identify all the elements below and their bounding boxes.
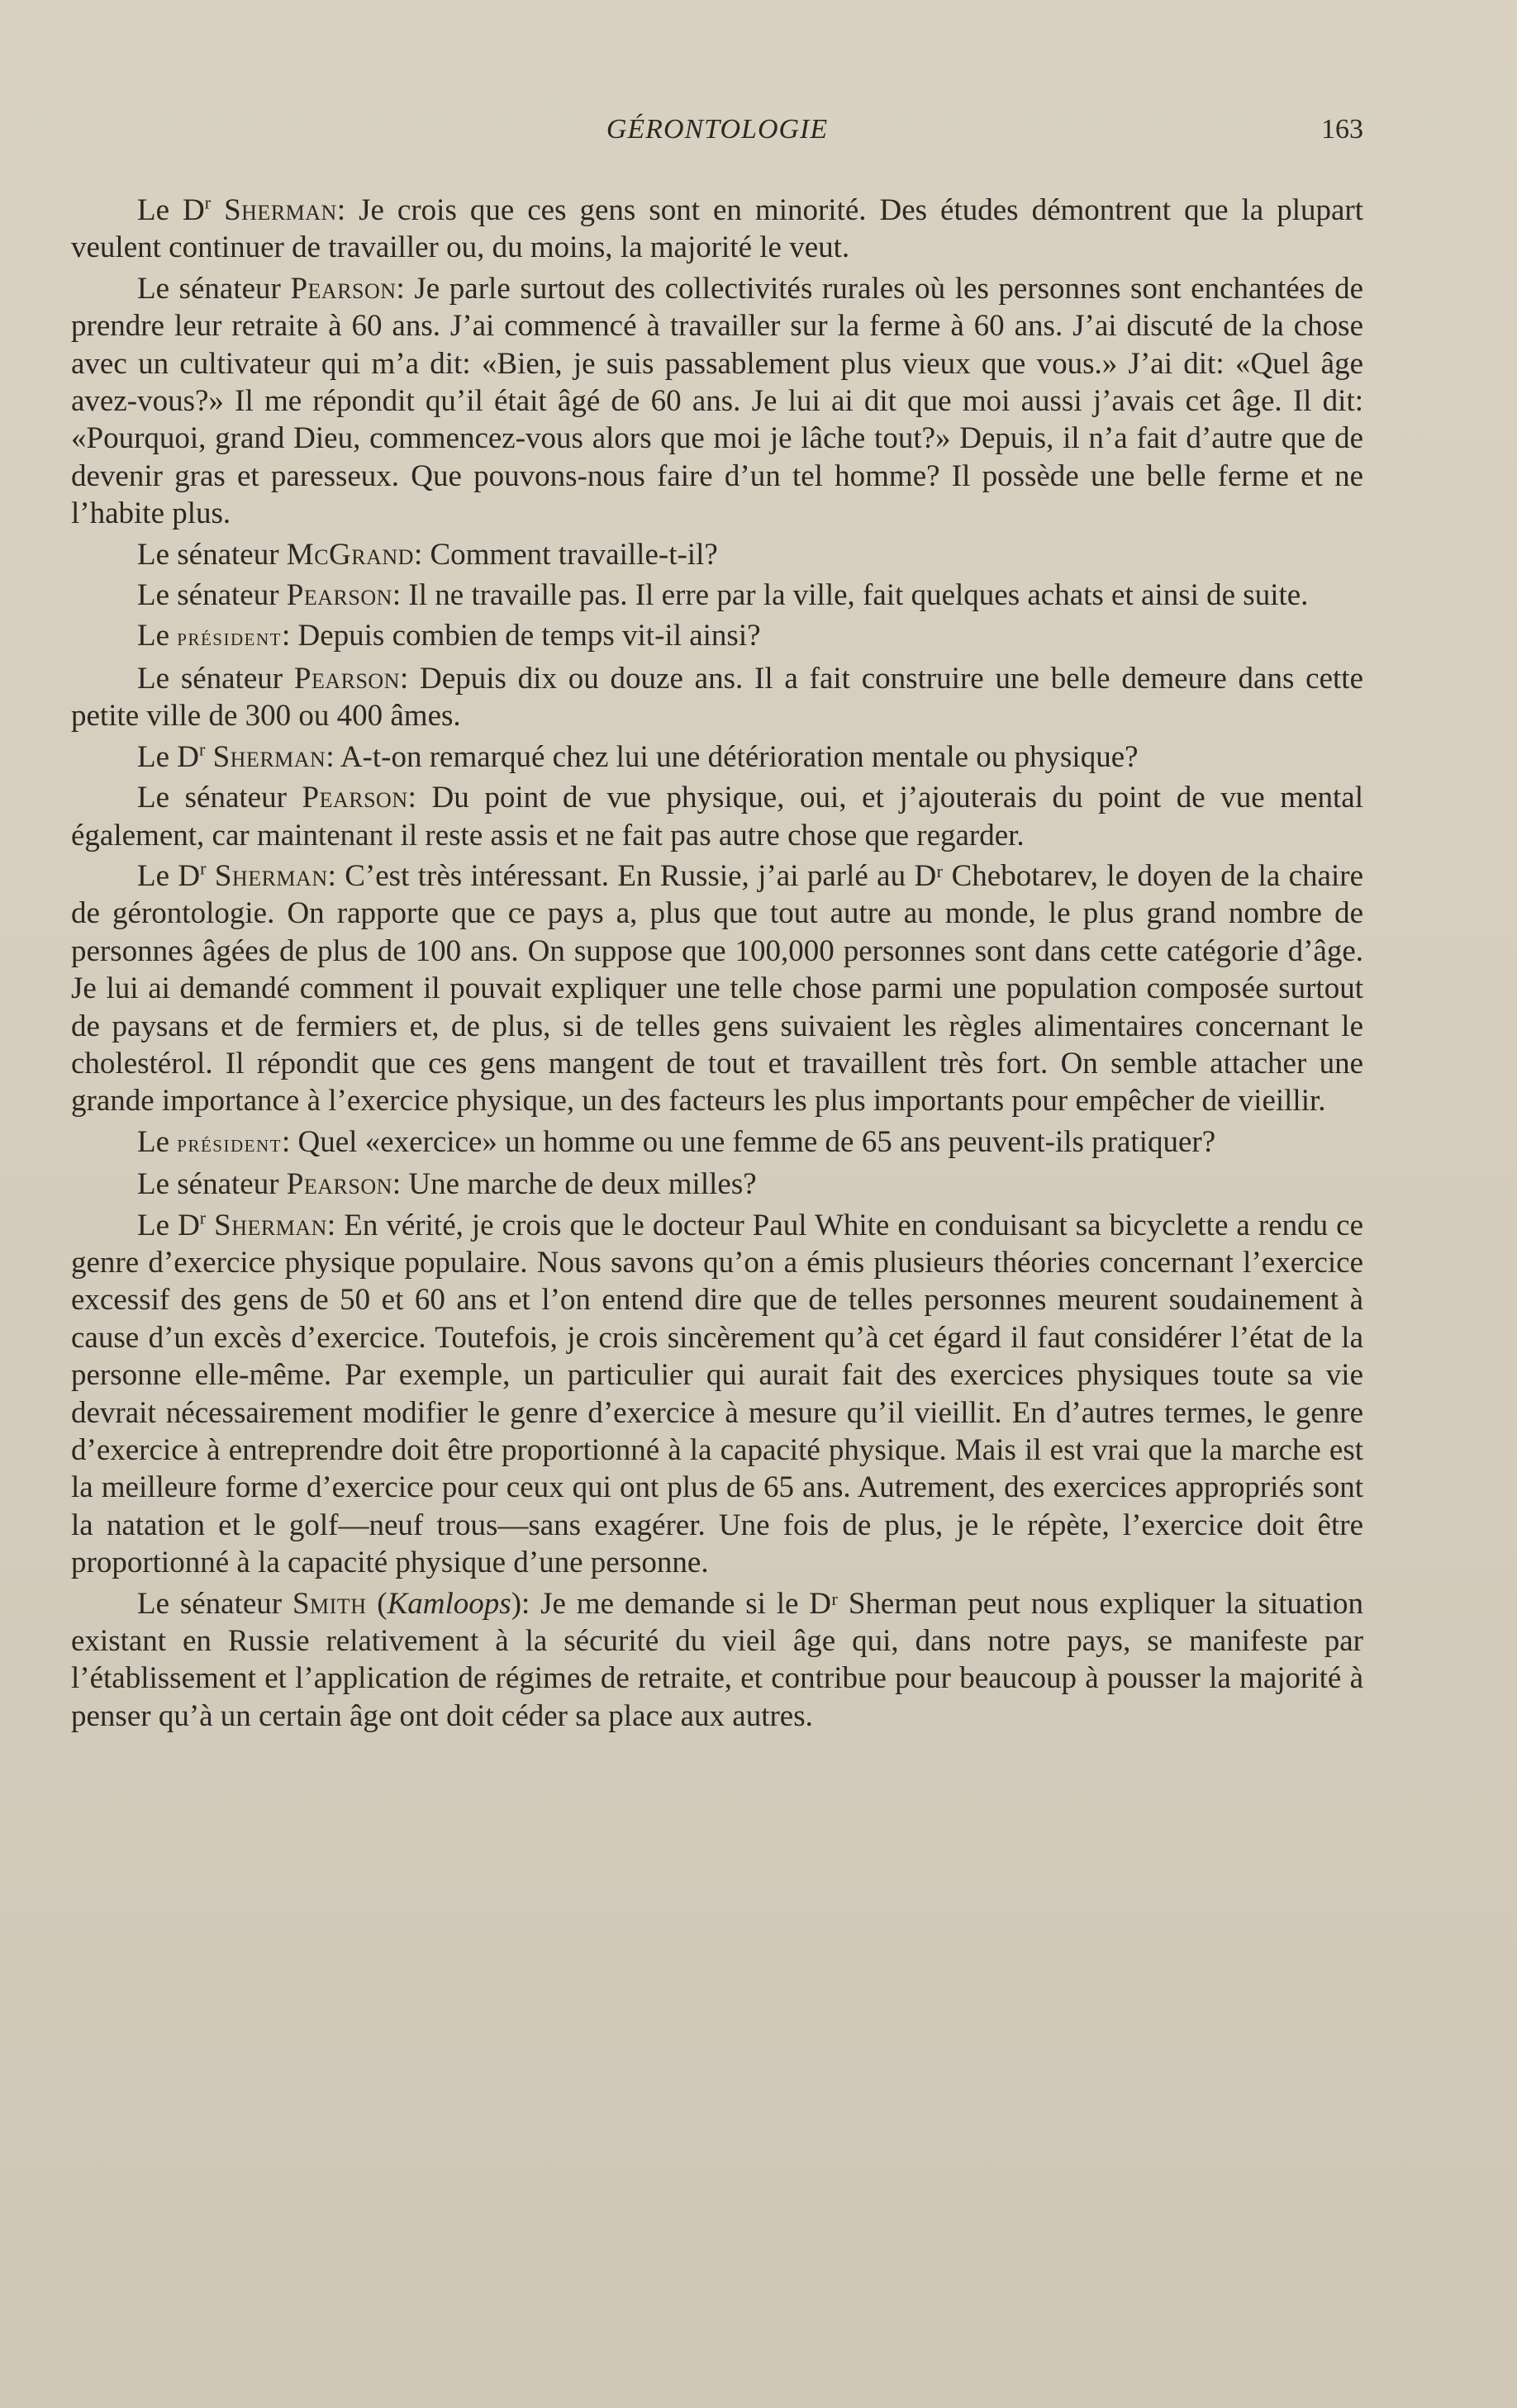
title-superscript: r: [199, 739, 206, 760]
paragraph-13: [71, 1585, 1363, 1736]
paragraph-6: [71, 660, 1363, 735]
paragraph-3: [71, 536, 1363, 573]
speaker-colon: :: [327, 858, 336, 893]
paragraph-11: [71, 1166, 1363, 1203]
speaker-role: président: [177, 624, 282, 652]
speaker-name: Sherman: [214, 858, 328, 893]
speaker-title: Le D: [137, 739, 199, 774]
paragraph-text: Depuis combien de temps vit-il ainsi?: [290, 619, 761, 653]
speaker-title: Le: [137, 1124, 178, 1159]
title-superscript: r: [204, 192, 212, 213]
speaker-name: Sherman: [214, 1208, 327, 1242]
speaker-name: Pearson: [286, 1167, 392, 1202]
speaker-name: Smith: [292, 1586, 367, 1621]
title-superscript: r: [200, 857, 207, 879]
speaker-title: Le sénateur: [137, 1167, 287, 1202]
speaker-title: Le sénateur: [137, 537, 287, 572]
paragraph-4: [71, 577, 1363, 614]
paragraph-text: Quel «exercice» un homme ou une femme de 65 ans peuvent-ils pratiquer?: [290, 1124, 1216, 1159]
speaker-colon: :: [281, 619, 291, 653]
speaker-title: Le sénateur: [137, 1586, 292, 1621]
paragraph-text: Une marche de deux milles?: [401, 1167, 757, 1202]
speaker-colon: :: [326, 739, 335, 774]
paragraph-text: A-t-on remarqué chez lui une détérioration mentale ou physique?: [334, 739, 1139, 774]
speaker-title: Le sénateur: [137, 578, 287, 613]
paragraph-2: [71, 270, 1363, 533]
paragraph-7: [71, 739, 1363, 776]
paren-close: ): [511, 1586, 522, 1621]
title-superscript: r: [199, 1207, 207, 1228]
speaker-colon: :: [336, 193, 346, 227]
speaker-role: président: [177, 1129, 282, 1157]
paren-open: (: [366, 1586, 388, 1621]
running-title: GÉRONTOLOGIE: [606, 114, 829, 145]
paragraph-5: [71, 617, 1363, 656]
paragraph-text: Depuis dix ou douze ans. Il a fait construire une belle demeure dans cette petite ville de 300 ou 400 âmes.: [71, 661, 1363, 734]
page-number: 163: [1321, 114, 1363, 145]
paragraph-text: Comment travaille-t-il?: [422, 537, 718, 572]
speaker-name: Sherman: [212, 739, 326, 774]
paragraph-text: Je me demande si le Dʳ Sherman peut nous expliquer la situation existant en Russie relativement à la sécurité du vieil âge qui, dans notre pays, se manifeste par l’établissement et l’application de régimes de retraite, et contribue pour beaucoup à pousser la majorité à penser qu’à un certain âge ont doit céder sa place aux autres.: [71, 1586, 1363, 1733]
speaker-colon: :: [326, 1208, 336, 1242]
paragraph-12: [71, 1207, 1363, 1582]
paragraph-text: Il ne travaille pas. Il erre par la ville, fait quelques achats et ainsi de suite.: [401, 578, 1309, 613]
speaker-colon: :: [521, 1586, 530, 1621]
speaker-title: Le D: [137, 193, 205, 227]
speaker-title: Le sénateur: [137, 661, 294, 696]
body-text: [71, 192, 1363, 1738]
speaker-name: Pearson: [302, 781, 408, 815]
speaker-colon: :: [407, 781, 416, 815]
page-header: [71, 114, 1363, 164]
speaker-colon: :: [392, 578, 402, 613]
speaker-name: Pearson: [293, 661, 400, 696]
paragraph-text: Je parle surtout des collectivités rurales où les personnes sont enchantées de prendre leur retraite à 60 ans. J’ai commencé à travailler sur la ferme à 60 ans. J’ai discuté de la chose avec un cultivateur qui m’a dit: «Bien, je suis passablement plus vieux que vous.» J’ai dit: «Quel âge avez-vous?» Il me répondit qu’il était âgé de 60 ans. Je lui ai dit que moi aussi j’avais cet âge. Il dit: «Pourquoi, grand Dieu, commencez-vous alors que moi je lâche tout?» Depuis, il n’a fait d’autre que de devenir gras et paresseux. Que pouvons-nous faire d’un tel homme? Il possède une belle ferme et ne l’habite plus.: [71, 271, 1363, 531]
paragraph-1: [71, 192, 1363, 267]
speaker-colon: :: [281, 1124, 291, 1159]
paragraph-text: Je crois que ces gens sont en minorité. Des études démontrent que la plupart veulent continuer de travailler ou, du moins, la majorité le veut.: [71, 193, 1363, 265]
speaker-title: Le sénateur: [137, 271, 291, 306]
speaker-title: Le sénateur: [137, 781, 302, 815]
speaker-name: McGrand: [286, 537, 414, 572]
speaker-colon: :: [413, 537, 423, 572]
speaker-colon: :: [396, 271, 405, 306]
speaker-colon: :: [392, 1167, 402, 1202]
speaker-name: Sherman: [224, 193, 337, 227]
speaker-title: Le D: [137, 858, 201, 893]
speaker-title: Le D: [137, 1208, 200, 1242]
paragraph-8: [71, 779, 1363, 854]
paragraph-10: [71, 1123, 1363, 1162]
speaker-colon: :: [399, 661, 409, 696]
speaker-name: Pearson: [286, 578, 392, 613]
paragraph-text: Du point de vue physique, oui, et j’ajouterais du point de vue mental également, car maintenant il reste assis et ne fait pas autre chose que regarder.: [71, 781, 1363, 853]
speaker-riding: Kamloops: [387, 1586, 511, 1621]
speaker-title: Le: [137, 619, 178, 653]
paragraph-9: [71, 857, 1363, 1120]
paragraph-text: En vérité, je crois que le docteur Paul White en conduisant sa bicyclette a rendu ce genre d’exercice physique populaire. Nous savons qu’on a émis plusieurs théories concernant l’exercice excessif des gens de 50 et 60 ans et l’on entend dire que de telles personnes meurent soudainement à cause d’un excès d’exercice. Toutefois, je crois sincèrement qu’à cet égard il faut considérer l’état de la personne elle-même. Par exemple, un particulier qui aurait fait des exercices physiques toute sa vie devrait nécessairement modifier le genre d’exercice à mesure qu’il vieillit. En d’autres termes, le genre d’exercice à entreprendre doit être proportionné à la capacité physique. Mais il est vrai que la marche est la meilleure forme d’exercice pour ceux qui ont plus de 65 ans. Autrement, des exercices appropriés sont la natation et le golf—neuf trous—sans exagérer. Une fois de plus, je le répète, l’exercice doit être proportionné à la capacité physique d’une personne.: [71, 1208, 1364, 1580]
paragraph-text: C’est très intéressant. En Russie, j’ai parlé au Dʳ Chebotarev, le doyen de la chaire de gérontologie. On rapporte que ce pays a, plus que tout autre au monde, le plus grand nombre de personnes âgées de plus de 100 ans. On suppose que 100,000 personnes sont dans cette catégorie d’âge. Je lui ai demandé comment il pouvait expliquer une telle chose parmi une population composée surtout de paysans et de fermiers et, de plus, si de telles gens suivaient les règles alimentaires concernant le cholestérol. Il répondit que ces gens mangent de tout et travaillent très fort. On semble attacher une grande importance à l’exercice physique, un des facteurs les plus importants pour empêcher de vieillir.: [71, 858, 1363, 1119]
speaker-name: Pearson: [290, 271, 397, 306]
